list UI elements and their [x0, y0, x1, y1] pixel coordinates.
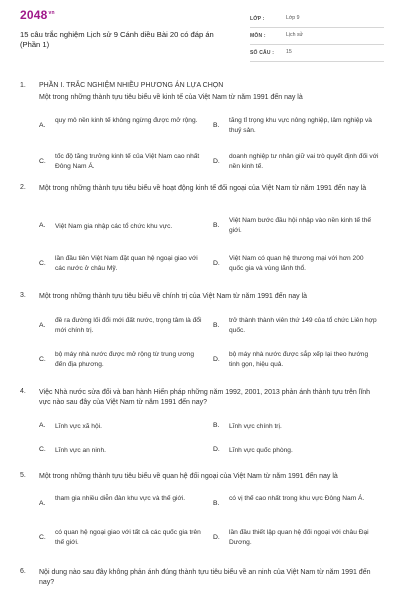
option-letter: C. [39, 446, 46, 453]
option-text: Lĩnh vực an ninh. [55, 447, 106, 454]
option-letter: B. [213, 500, 220, 507]
site-logo-suffix: vn [48, 10, 55, 16]
option-text: trở thành thành viên thứ 149 của tổ chức Liên hợp quốc. [229, 317, 377, 334]
option-text: Lĩnh vực chính trị. [229, 423, 282, 430]
option-text: quy mô nền kinh tế không ngừng được mở rộng. [55, 117, 198, 124]
option-text: lần đầu tiên Việt Nam đặt quan hệ ngoại giao với các nước ở châu Mỹ. [55, 255, 198, 272]
option-text: tăng tỉ trọng khu vực nông nghiệp, lâm nghiệp và thuỷ sản. [229, 117, 372, 134]
option-text: Lĩnh vực xã hội. [55, 423, 102, 430]
option-letter: A. [39, 122, 46, 129]
option-letter: C. [39, 534, 46, 541]
document-title: 15 câu trắc nghiệm Lịch sử 9 Cánh diều Bài 20 có đáp án (Phần 1) [20, 30, 214, 49]
question-number: 4. [20, 388, 26, 395]
option-letter: D. [213, 158, 220, 165]
question-number: 6. [20, 568, 26, 575]
option-letter: D. [213, 260, 220, 267]
site-logo[interactable]: $2048^{vn}$ [20, 8, 55, 22]
option-text: doanh nghiệp tư nhân giữ vai trò quyết định đối với nền kinh tế. [229, 153, 379, 170]
option-letter: A. [39, 322, 46, 329]
option-letter: B. [213, 422, 220, 429]
question-number: 3. [20, 292, 26, 299]
question-text: Nội dung nào sau đây không phản ánh đúng thành tựu tiêu biểu về an ninh của Việt Nam từ năm 1991 đến nay? [39, 569, 371, 586]
option-letter: A. [39, 422, 46, 429]
option-text: bộ máy nhà nước được sắp xếp lại theo hướng tinh gọn, hiệu quả. [229, 351, 369, 368]
meta-question-count [250, 48, 384, 62]
option-letter: C. [39, 260, 46, 267]
meta-grade [250, 14, 384, 28]
question-text: Một trong những thành tựu tiêu biểu về chính trị của Việt Nam từ năm 1991 đến nay là [39, 293, 308, 300]
option-text: có quan hệ ngoại giao với tất cả các quốc gia trên thế giới. [55, 529, 201, 546]
option-text: Việt Nam có quan hệ thương mại với hơn 200 quốc gia và vùng lãnh thổ. [229, 255, 364, 272]
question-number: 1. [20, 82, 26, 89]
meta-label: LỚP : [250, 16, 265, 22]
meta-value: Lớp 9 [286, 15, 300, 21]
option-letter: A. [39, 222, 46, 229]
worksheet-meta [250, 14, 384, 65]
option-text: lần đầu thiết lập quan hệ đối ngoại với châu Đại Dương. [229, 529, 369, 546]
option-letter: C. [39, 356, 46, 363]
meta-subject [250, 31, 384, 45]
option-text: Lĩnh vực quốc phòng. [229, 447, 293, 454]
option-letter: B. [213, 322, 220, 329]
question-number: 2. [20, 184, 26, 191]
meta-value: Lịch sử [286, 32, 304, 38]
worksheet-header [0, 0, 400, 64]
option-text: đề ra đường lối đổi mới đất nước, trọng tâm là đổi mới chính trị. [55, 317, 202, 334]
option-letter: D. [213, 534, 220, 541]
option-text: có vị thế cao nhất trong khu vực Đông Nam Á. [229, 495, 365, 502]
meta-label: SỐ CÂU : [250, 50, 275, 56]
option-text: bộ máy nhà nước được mở rộng từ trung ương đến địa phương. [55, 351, 195, 368]
section-heading: PHẦN I. TRẮC NGHIỆM NHIỀU PHƯƠNG ÁN LỰA CHỌN [39, 82, 224, 89]
option-text: tham gia nhiều diễn đàn khu vực và thế giới. [55, 495, 186, 502]
option-letter: D. [213, 446, 220, 453]
question-text: Một trong những thành tựu tiêu biểu về kinh tế của Việt Nam từ năm 1991 đến nay là [39, 94, 303, 101]
option-text: Việt Nam bước đầu hội nhập vào nền kinh tế thế giới. [229, 217, 372, 234]
option-text: Việt Nam gia nhập các tổ chức khu vực. [55, 223, 173, 230]
question-text: Một trong những thành tựu tiêu biểu về quan hệ đối ngoại của Việt Nam từ năm 1991 đến nay là [39, 473, 338, 480]
meta-value: 15 [286, 49, 292, 55]
option-letter: D. [213, 356, 220, 363]
option-letter: B. [213, 222, 220, 229]
question-text: Việc Nhà nước sửa đổi và ban hành Hiến pháp những năm 1992, 2001, 2013 phản ánh thành tựu trên lĩnh vực nào sau đây của Việt Nam từ năm 1991 đến nay? [39, 389, 371, 406]
option-text: tốc độ tăng trưởng kinh tế của Việt Nam cao nhất Đông Nam Á. [55, 153, 200, 170]
option-letter: A. [39, 500, 46, 507]
option-letter: C. [39, 158, 46, 165]
question-number: 5. [20, 472, 26, 479]
option-letter: B. [213, 122, 220, 129]
question-text: Một trong những thành tựu tiêu biểu về hoạt động kinh tế đối ngoại của Việt Nam từ năm 1991 đến nay là [39, 185, 367, 192]
meta-label: MÔN : [250, 33, 266, 39]
